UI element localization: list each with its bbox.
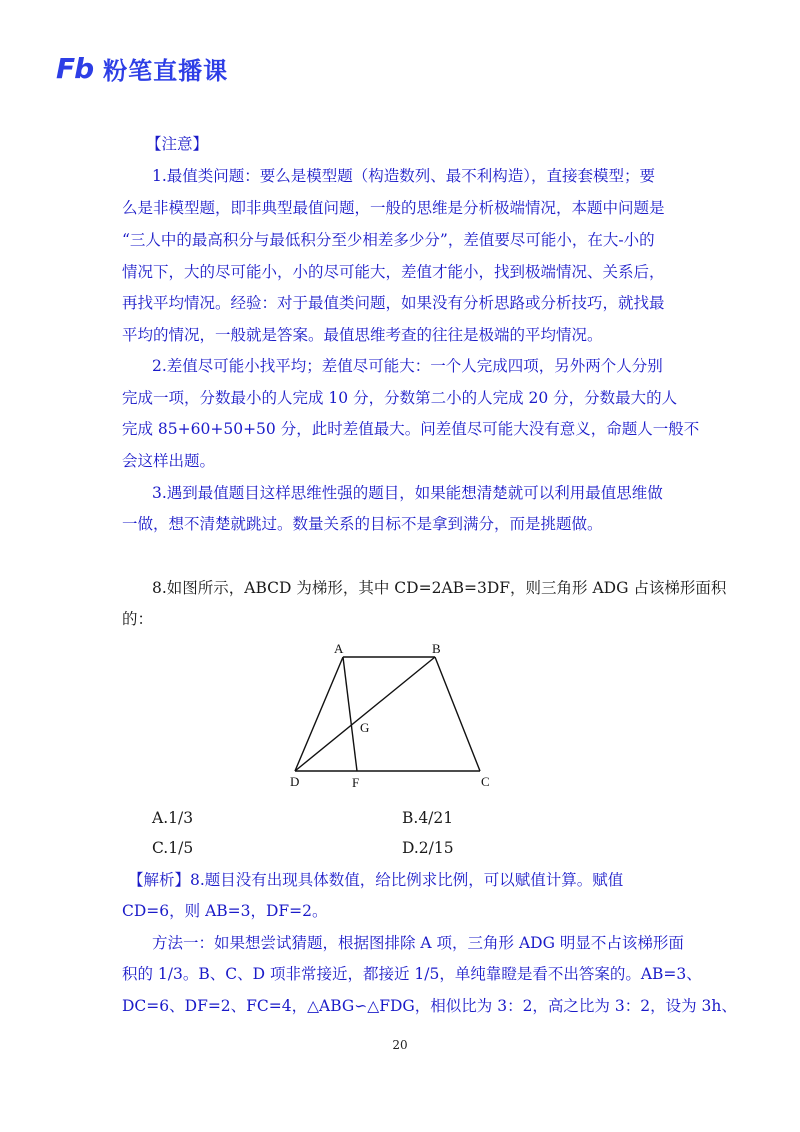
edge-ad bbox=[295, 657, 343, 771]
analysis-line: 【解析】8.题目没有出现具体数值，给比例求比例，可以赋值计算。赋值 bbox=[128, 871, 624, 889]
note-line: 会这样出题。 bbox=[122, 452, 216, 470]
option-c[interactable]: C.1/5 bbox=[152, 839, 194, 857]
analysis-line: DC=6、DF=2、FC=4，△ABG∽△FDG，相似比为 3：2，高之比为 3：2，设为 3h、 bbox=[122, 997, 737, 1015]
logo-text: 粉笔直播课 bbox=[103, 56, 229, 85]
logo-mark: Fb bbox=[56, 51, 94, 85]
note-line: 么是非模型题，即非典型最值问题，一般的思维是分析极端情况，本题中问题是 bbox=[122, 199, 665, 217]
vertex-label-b: B bbox=[432, 641, 441, 656]
analysis-line: 积的 1/3。B、C、D 项非常接近，都接近 1/5，单纯靠瞪是看不出答案的。AB=3、 bbox=[122, 965, 702, 983]
note-line: 2.差值尽可能小找平均；差值尽可能大：一个人完成四项，另外两个人分别 bbox=[152, 357, 663, 375]
trapezoid-figure bbox=[280, 640, 510, 792]
page-number: 20 bbox=[392, 1038, 408, 1052]
segment-bd bbox=[295, 657, 435, 771]
segment-af bbox=[343, 657, 357, 771]
vertex-label-a: A bbox=[334, 641, 344, 656]
fenbi-logo bbox=[56, 50, 228, 86]
note-line: 3.遇到最值题目这样思维性强的题目，如果能想清楚就可以利用最值思维做 bbox=[152, 484, 663, 502]
note-line: 一做，想不清楚就跳过。数量关系的目标不是拿到满分，而是挑题做。 bbox=[122, 515, 603, 533]
point-label-f: F bbox=[352, 775, 360, 790]
note-line: 完成一项，分数最小的人完成 10 分，分数第二小的人完成 20 分，分数最大的人 bbox=[122, 389, 678, 407]
option-a[interactable]: A.1/3 bbox=[152, 809, 194, 827]
analysis-line: 方法一：如果想尝试猜题，根据图排除 A 项，三角形 ADG 明显不占该梯形面 bbox=[152, 934, 684, 952]
option-b[interactable]: B.4/21 bbox=[402, 809, 454, 827]
question-line: 的： bbox=[122, 610, 154, 628]
note-line: 1.最值类问题：要么是模型题（构造数列、最不利构造），直接套模型；要 bbox=[152, 167, 656, 185]
note-line: 完成 85+60+50+50 分，此时差值最大。问差值尽可能大没有意义，命题人一般不 bbox=[122, 420, 700, 438]
option-d[interactable]: D.2/15 bbox=[402, 839, 454, 857]
vertex-label-c: C bbox=[481, 774, 490, 789]
vertex-label-d: D bbox=[290, 774, 300, 789]
edge-bc bbox=[435, 657, 480, 771]
note-title: 【注意】 bbox=[146, 135, 209, 153]
analysis-line: CD=6，则 AB=3，DF=2。 bbox=[122, 902, 328, 920]
note-line: 平均的情况，一般就是答案。最值思维考查的往往是极端的平均情况。 bbox=[122, 326, 603, 344]
point-label-g: G bbox=[360, 720, 370, 735]
note-line: 情况下，大的尽可能小，小的尽可能大，差值才能小，找到极端情况、关系后， bbox=[122, 263, 665, 281]
question-line: 8.如图所示，ABCD 为梯形，其中 CD=2AB=3DF，则三角形 ADG 占该梯形面积 bbox=[152, 579, 727, 597]
note-line: 再找平均情况。经验：对于最值类问题，如果没有分析思路或分析技巧，就找最 bbox=[122, 294, 665, 312]
note-line: “三人中的最高积分与最低积分至少相差多少分”，差值要尽可能小，在大-小的 bbox=[122, 231, 655, 249]
